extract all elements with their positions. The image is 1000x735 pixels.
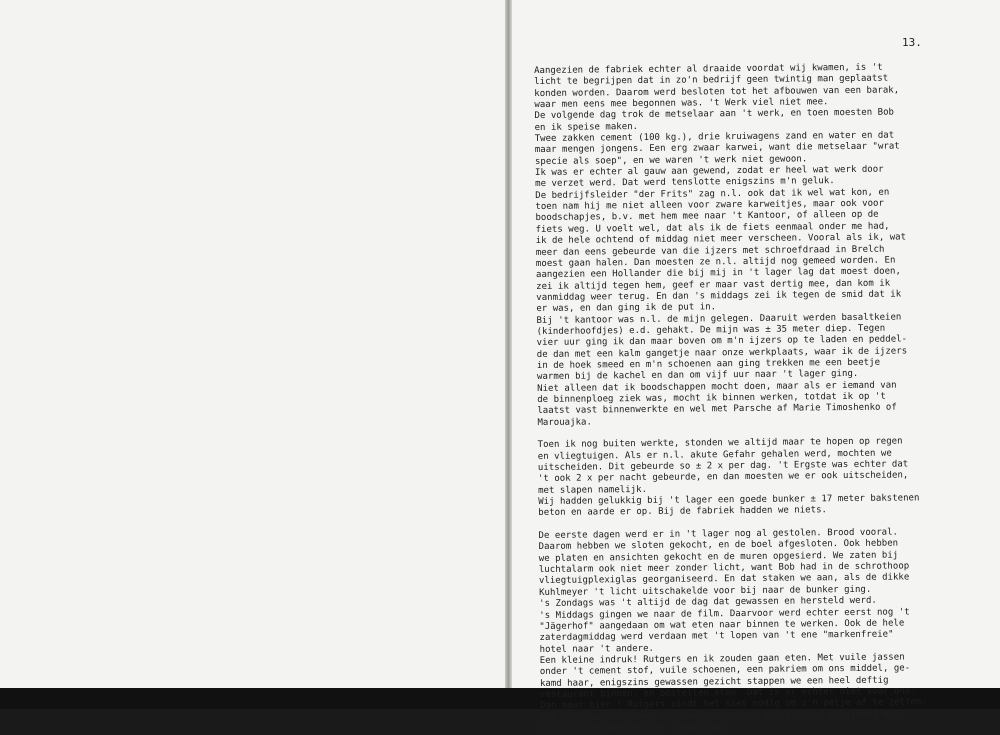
typewritten-body-text xyxy=(534,62,980,735)
text-line: waar men eens mee begonnen was. 't Werk viel niet mee. xyxy=(534,97,829,111)
text-line: er was, en dan ging ik de put in. xyxy=(536,302,717,315)
text-line: Dan maar bier ! Rutgers vindt het niet nodig om z'n petje af te zetten. xyxy=(540,697,927,712)
text-line: konden worden. Daarom werd besloten tot het afbouwen van een barak, xyxy=(534,85,900,99)
text-line: met slapen namelijk. xyxy=(538,484,648,496)
text-line: en ik speise maken. xyxy=(534,121,639,133)
text-line: vliegtuigplexiglas georganiseerd. En dat staken we aan, als de dikke xyxy=(538,572,910,587)
text-line: Wij hadden gelukkig bij 't lager een goede bunker ± 17 meter bakstenen xyxy=(538,493,920,508)
text-line: Kuhlmeyer 't licht uitschakelde voor bij naar de bunker ging. xyxy=(539,584,872,598)
text-line: allesziende ogen op ons toegestapt. xyxy=(540,722,732,734)
text-line: maar mengen jongens. Een erg zwaar karwei, want die metselaar "wrat xyxy=(534,141,900,156)
text-line: Aangezien de fabriek echter al draaide voordat wij kwamen, is 't xyxy=(534,62,883,76)
text-line: toen nam hij me niet alleen voor zware karweitjes, maar ook voor xyxy=(535,198,884,213)
text-line: ik de hele ochtend of middag niet meer verscheen. Vooral als ik, wat xyxy=(535,232,907,247)
text-line: de binnenploeg ziek was, mocht ik binnen werken, totdat ik op 't xyxy=(537,391,886,405)
text-line: we platen en ansichten gekocht en de muren opgesierd. We zaten bij xyxy=(538,550,899,564)
page-number: 13. xyxy=(902,36,922,49)
text-line: zei ik altijd tegen hem, geef er maar vast dertig mee, dan kom ik xyxy=(536,278,891,292)
text-line: luchtalarm ook niet meer zonder licht, want Bob had in de schrothoop xyxy=(538,561,910,576)
text-line: fiets weg. U voelt wel, dat als ik de fiets eenmaal onder me had, xyxy=(535,221,890,235)
text-line: Daarom hebben we sloten gekocht, en de boel afgesloten. Ook hebben xyxy=(538,538,899,553)
text-line: Een kleine indruk! Rutgers en ik zouden gaan eten. Met vuile jassen xyxy=(539,652,905,666)
text-line: meer dan eens gebeurde van die ijzers met schroefdraad in Brelch xyxy=(535,244,885,258)
text-line: De bedrijfsleider "der Frits" zag n.l. ook dat ik wel wat kon, en xyxy=(535,187,890,201)
text-line: 's Zondags was 't altijd de dag dat gewassen en hersteld werd. xyxy=(539,595,877,610)
text-line: De volgende dag trok de metselaar aan 't werk, en toen moesten Bob xyxy=(534,107,894,122)
text-line: De eerste dagen werd er in 't lager nog al gestolen. Brood vooral. xyxy=(538,527,899,542)
paragraph xyxy=(534,62,977,429)
text-line: de dan met een kalm gangetje naar onze werkplaats, waar ik de ijzers xyxy=(536,346,908,360)
text-line: hotel naar 't andere. xyxy=(539,643,655,655)
text-line: vanmiddag weer terug. En dan 's middags zei ik tegen de smid dat ik xyxy=(536,289,902,303)
left-page-blank xyxy=(0,0,505,688)
text-line: in de hoek smeed en m'n schoenen aan ging trekken me een beetje xyxy=(536,357,881,371)
text-line: Niet alleen dat ik boodschappen mocht doen, maar als er iemand van xyxy=(537,380,897,394)
text-line: me verzet werd. Dat werd tenslotte enigszins m'n geluk. xyxy=(535,176,835,190)
text-line: "Jägerhof" aangedaan om wat eten naar binnen te werken. Ook de hele xyxy=(539,618,905,632)
text-line: Twee zakken cement (100 kg.), drie kruiwagens zand en water en dat xyxy=(534,130,895,145)
text-line: Marouajka. xyxy=(537,417,592,428)
text-line: licht te begrijpen dat in zo'n bedrijf geen twintig man geplaatst xyxy=(534,73,889,88)
text-line: vier uur ging ik dan maar boven om m'n ijzers op te laden en peddel- xyxy=(536,334,908,349)
text-line: beton en aarde er op. Bij de fabriek hadden we niets. xyxy=(538,505,828,519)
book-gutter xyxy=(505,0,512,700)
text-line: onder 't cement stof, vuile schoenen, een pakriem om ons middel, ge- xyxy=(539,663,911,678)
text-line: Toen ik nog buiten werkte, stonden we altijd maar te hopen op regen xyxy=(537,436,903,451)
text-line: laatst vast binnenwerkte en wel met Parsche af Marie Timoshenko of xyxy=(537,402,897,417)
paragraph xyxy=(538,436,979,520)
text-line: moest gaan halen. Dan moesten ze n.l. altijd nog gemeed worden. En xyxy=(535,255,896,269)
text-line: warmen bij de kachel en dan om vijf uur naar 't lager ging. xyxy=(536,369,859,383)
text-line: zaterdagmiddag werd verdaan met 't lopen van 't ene "markenfreie" xyxy=(539,629,894,644)
text-line: 't ook 2 x per nacht gebeurde, en dan moesten we er ook uitscheiden, xyxy=(537,470,909,485)
text-line: Bij 't kantoor was n.l. de mijn gelegen. Daaruit werden basaltkeien xyxy=(536,312,902,326)
text-line: kamd haar, enigszins gewassen gezicht stappen we een heel deftig xyxy=(539,675,889,689)
text-line: Tot overmaat van ramp komt de directeur, een statige grijsaard met xyxy=(540,709,900,723)
text-line: (kinderhoofdjes) e.d. gehakt. De mijn was ± 35 meter diep. Tegen xyxy=(536,323,886,337)
text-line: uitscheiden. Dit gebeurde so ± 2 x per dag. 't Ergste was echter dat xyxy=(537,459,909,474)
paragraph xyxy=(538,527,980,735)
text-line: specie als soep", en we waren 't werk niet gewoon. xyxy=(534,154,808,167)
text-line: 's Middags gingen we naar de film. Daarvoor werd echter eerst nog 't xyxy=(539,606,910,621)
text-line: boodschapjes, b.v. met hem mee naar 't Kantoor, of alleen op de xyxy=(535,210,879,224)
text-line: Ik was er echter al gauw aan gewend, zodat er heel wat werk door xyxy=(534,164,884,179)
text-line: en vliegtuigen. Als er n.l. akute Gefahr gehalen werd, mochten we xyxy=(537,448,892,462)
text-line: restaurant binnen, en bestellen eten. Dat is er echter niet voor ons. xyxy=(539,686,916,700)
text-line: aangezien een Hollander die bij mij in 't lager lag dat moest doen, xyxy=(535,266,901,281)
